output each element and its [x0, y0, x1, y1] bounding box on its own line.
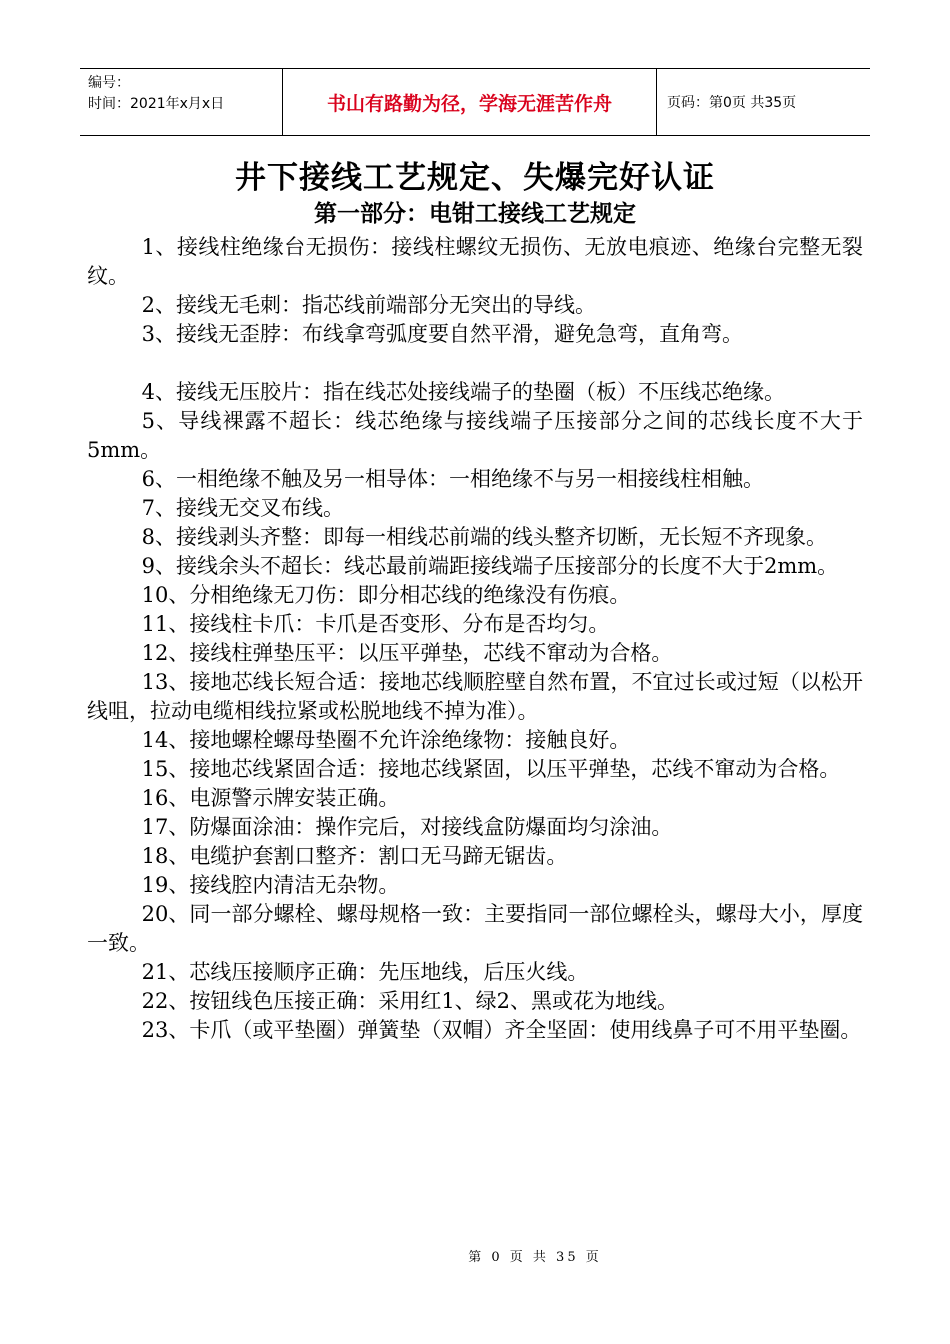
- rule-paragraph-7: 7、接线无交叉布线。: [141, 496, 344, 520]
- document-header: [80, 68, 870, 136]
- rule-paragraph-14: 14、接地螺栓螺母垫圈不允许涂绝缘物：接触良好。: [141, 728, 631, 752]
- rule-paragraph-9: 9、接线余头不超长：线芯最前端距接线端子压接部分的长度不大于2mm。: [141, 554, 839, 578]
- rule-paragraph-13: 13、接地芯线长短合适：接地芯线顺腔壁自然布置，不宜过长或过短（以松开线咀，拉动电缆相线拉紧或松脱地线不掉为准）。: [87, 670, 863, 723]
- rule-paragraph-19: 19、接线腔内清洁无杂物。: [141, 873, 400, 897]
- rule-paragraph-5: 5、导线裸露不超长：线芯绝缘与接线端子压接部分之间的芯线长度不大于5mm。: [87, 409, 863, 462]
- rule-paragraph-22: 22、按钮线色压接正确：采用红1、绿2、黑或花为地线。: [141, 989, 679, 1013]
- page-footer: 第 0 页 共 35 页: [468, 1250, 602, 1265]
- rule-paragraph-1: 1、接线柱绝缘台无损伤：接线柱螺纹无损伤、无放电痕迹、绝缘台完整无裂纹。: [87, 235, 863, 288]
- document-body: [87, 233, 863, 1045]
- rule-paragraph-11: 11、接线柱卡爪：卡爪是否变形、分布是否均匀。: [141, 612, 610, 636]
- header-motto: 书山有路勤为径，学海无涯苦作舟: [283, 69, 657, 135]
- rule-paragraph-3: 3、接线无歪脖：布线拿弯弧度要自然平滑，避免急弯，直角弯。: [141, 322, 743, 346]
- rule-paragraph-8: 8、接线剥头齐整：即每一相线芯前端的线头整齐切断，无长短不齐现象。: [141, 525, 827, 549]
- rule-paragraph-18: 18、电缆护套割口整齐：割口无马蹄无锯齿。: [141, 844, 568, 868]
- rule-paragraph-20: 20、同一部分螺栓、螺母规格一致：主要指同一部位螺栓头，螺母大小，厚度一致。: [87, 902, 863, 955]
- rule-paragraph-2: 2、接线无毛刺：指芯线前端部分无突出的导线。: [141, 293, 596, 317]
- rule-paragraph-4: 4、接线无压胶片：指在线芯处接线端子的垫圈（板）不压线芯绝缘。: [141, 380, 785, 404]
- rule-paragraph-15: 15、接地芯线紧固合适：接地芯线紧固，以压平弹垫，芯线不窜动为合格。: [141, 757, 841, 781]
- document-date: 时间：2021年x月x日: [88, 96, 225, 112]
- rule-paragraph-12: 12、接线柱弹垫压平：以压平弹垫，芯线不窜动为合格。: [141, 641, 673, 665]
- rule-paragraph-10: 10、分相绝缘无刀伤：即分相芯线的绝缘没有伤痕。: [141, 583, 631, 607]
- section-title: 第一部分：电钳工接线工艺规定: [314, 201, 636, 227]
- header-meta: [80, 69, 283, 135]
- rule-paragraph-21: 21、芯线压接顺序正确：先压地线，后压火线。: [141, 960, 589, 984]
- header-page-info: 页码：第0页 共35页: [667, 95, 797, 111]
- document-number-label: 编号：: [88, 75, 130, 91]
- rule-paragraph-17: 17、防爆面涂油：操作完后，对接线盒防爆面均匀涂油。: [141, 815, 673, 839]
- rule-paragraph-6: 6、一相绝缘不触及另一相导体：一相绝缘不与另一相接线柱相触。: [141, 467, 764, 491]
- document-title: 井下接线工艺规定、失爆完好认证: [235, 160, 715, 196]
- rule-paragraph-23: 23、卡爪（或平垫圈）弹簧垫（双帽）齐全坚固：使用线鼻子可不用平垫圈。: [141, 1018, 862, 1042]
- rule-paragraph-16: 16、电源警示牌安装正确。: [141, 786, 400, 810]
